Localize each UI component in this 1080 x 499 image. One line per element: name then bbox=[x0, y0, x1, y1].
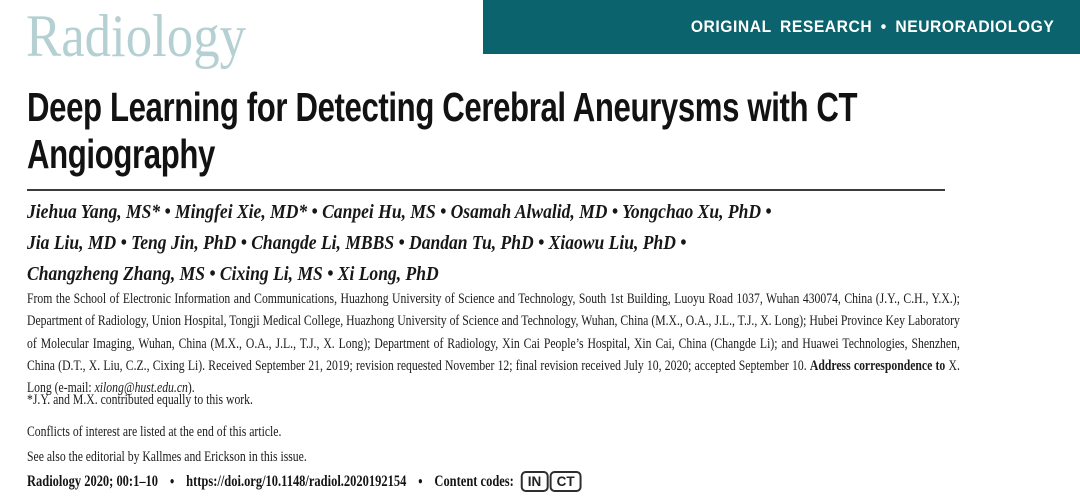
content-code-badge-ct: CT bbox=[549, 471, 581, 492]
article-title-line-1: Deep Learning for Detecting Cerebral Aneurysms with CT bbox=[27, 84, 858, 130]
conflicts-note: Conflicts of interest are listed at the end of this article. bbox=[27, 424, 282, 440]
journal-citation: Radiology 2020; 00:1–10 bbox=[27, 472, 159, 490]
correspondence-email[interactable]: xilong@hust.edu.cn bbox=[94, 380, 188, 397]
journal-logo: Radiology bbox=[26, 3, 246, 69]
author-line: Jiehua Yang, MS* • Mingfei Xie, MD* • Canpei Hu, MS • Osamah Alwalid, MD • Yongchao Xu, PhD • bbox=[27, 202, 772, 223]
content-code-badge-in: IN bbox=[521, 471, 548, 492]
correspondence-text: X. Long (e-mail: bbox=[27, 357, 960, 397]
citation-line bbox=[27, 471, 574, 492]
equal-contribution-note: *J.Y. and M.X. contributed equally to this work. bbox=[27, 392, 253, 408]
correspondence-label: Address correspondence to bbox=[809, 357, 946, 374]
article-category-banner bbox=[483, 0, 1080, 54]
author-line: Changzheng Zhang, MS • Cixing Li, MS • Xi Long, PhD bbox=[27, 264, 439, 285]
article-title-line-2: Angiography bbox=[27, 131, 215, 177]
bullet-separator-icon: ● bbox=[418, 475, 423, 487]
affiliation-text: From the School of Electronic Information and Communications, Huazhong University of Science and Technology, South 1st Building, Luoyu Road 1037, Wuhan 430074, China (J.Y., C.H., Y.X.); Department of Radiology, Union Hospital, Tongji Medical College, Huazhong University of Science and Technology, Wuhan, China (M.X., O.A., J.L., T.J., X. Long); Hubei Province Key Laboratory of Molecular Imaging, Wuhan, China (M.X., O.A., J.L., T.J., X. Long); Department of Radiology, Xin Cai People’s Hospital, Xin Cai, China (Changde Li); and Huawei Technologies, Shenzhen, China (D.T., X. Liu, C.Z., Cixing Li). Received September 21, 2019; revision requested November 12; final revision received July 10, 2020; accepted September 10. bbox=[27, 291, 960, 374]
content-codes-label: Content codes: bbox=[434, 472, 514, 490]
title-divider bbox=[27, 189, 945, 191]
bullet-separator-icon: ● bbox=[169, 475, 175, 487]
correspondence-closing: ). bbox=[187, 380, 195, 397]
affiliations bbox=[27, 288, 960, 399]
editorial-note: See also the editorial by Kallmes and Erickson in this issue. bbox=[27, 449, 307, 465]
author-list bbox=[27, 197, 772, 290]
author-line: Jia Liu, MD • Teng Jin, PhD • Changde Li, MBBS • Dandan Tu, PhD • Xiaowu Liu, PhD • bbox=[27, 233, 687, 254]
doi-link[interactable]: https://doi.org/10.1148/radiol.2020192154 bbox=[186, 472, 407, 490]
banner-label: ORIGINAL RESEARCH • NEURORADIOLOGY bbox=[690, 17, 1055, 36]
article-title bbox=[27, 84, 857, 178]
